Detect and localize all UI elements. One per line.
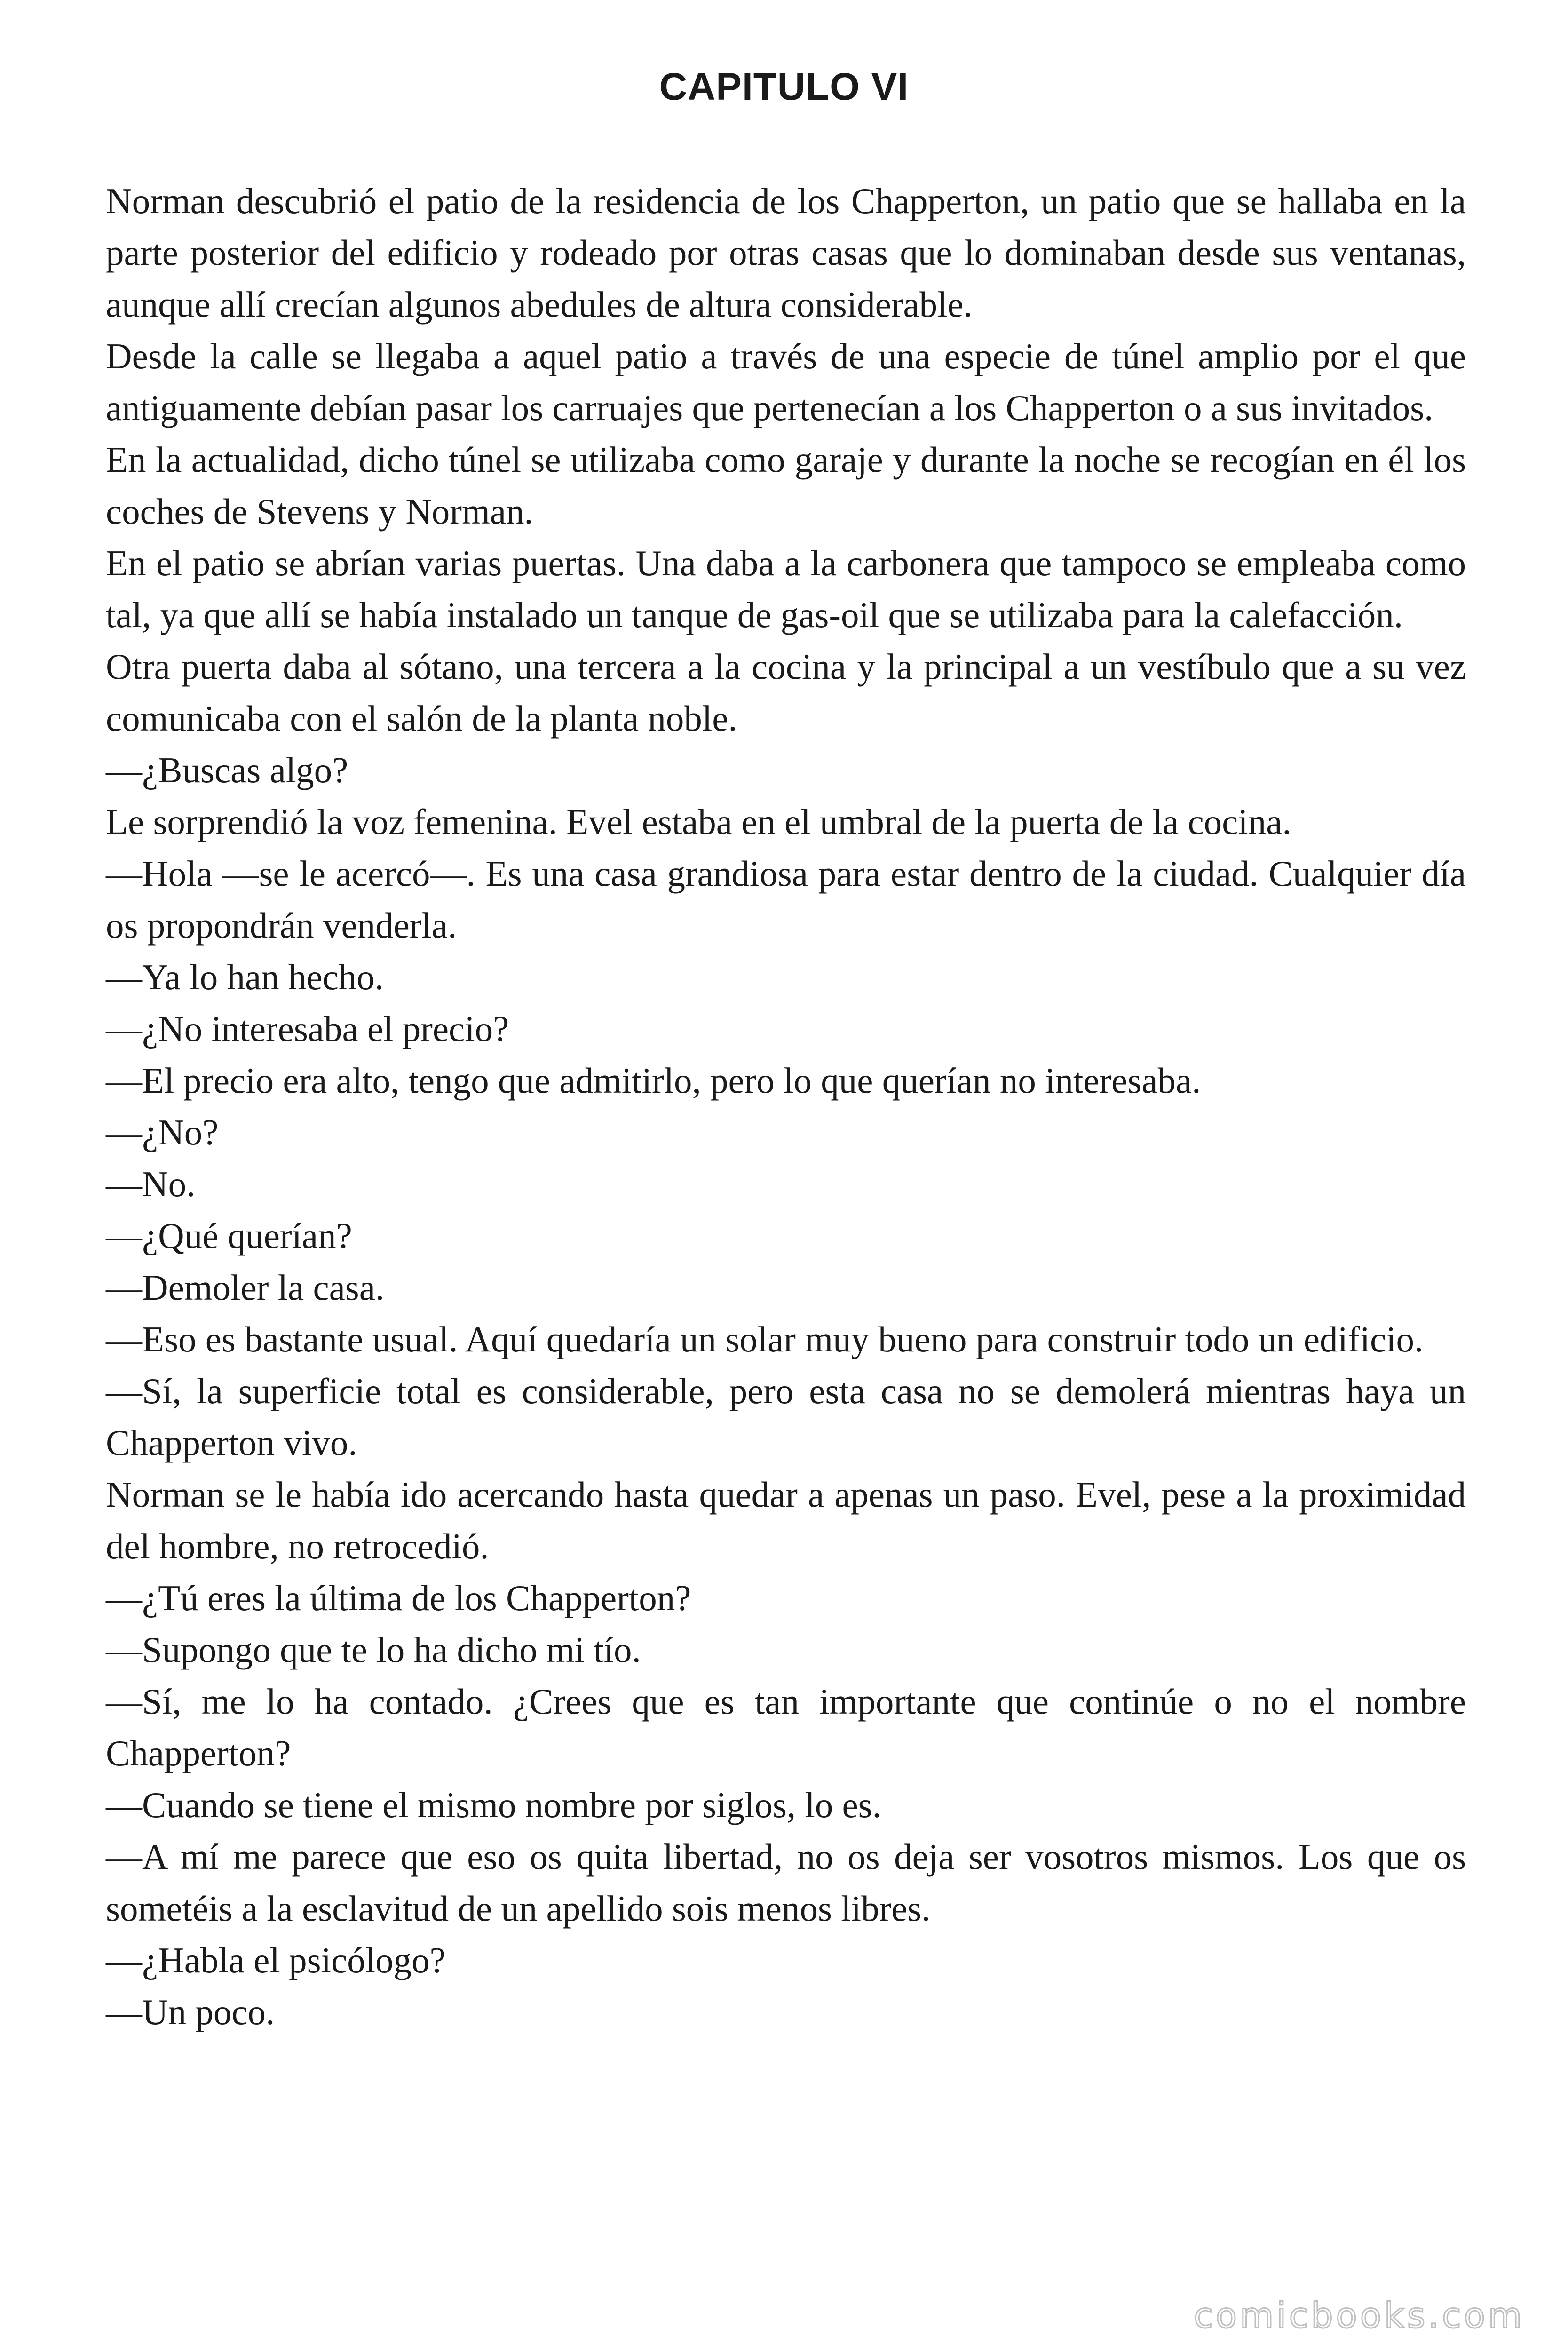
- text-body: [106, 175, 1466, 2038]
- dialogue-line: —Sí, me lo ha contado. ¿Crees que es tan importante que continúe o no el nombre Chapperton?: [106, 1681, 1466, 1773]
- dialogue-line: —No.: [106, 1164, 196, 1204]
- watermark: comicbooks.com: [1194, 2296, 1525, 2336]
- paragraph: Desde la calle se llegaba a aquel patio a través de una especie de túnel amplio por el que antiguamente debían pasar los carruajes que pertenecían a los Chapperton o a sus invitados.: [106, 336, 1466, 428]
- dialogue-line: —¿Qué querían?: [106, 1216, 352, 1256]
- dialogue-line: —Supongo que te lo ha dicho mi tío.: [106, 1629, 641, 1670]
- dialogue-line: —Hola —se le acercó—. Es una casa grandiosa para estar dentro de la ciudad. Cualquier día os propondrán venderla.: [106, 853, 1466, 946]
- paragraph: Norman descubrió el patio de la residencia de los Chapperton, un patio que se hallaba en la parte posterior del edificio y rodeado por otras casas que lo dominaban desde sus ventanas, aunque allí crecían algunos abedules de altura considerable.: [106, 181, 1466, 325]
- paragraph: Le sorprendió la voz femenina. Evel estaba en el umbral de la puerta de la cocina.: [106, 802, 1291, 842]
- dialogue-line: —Un poco.: [106, 1992, 275, 2032]
- dialogue-line: —Sí, la superficie total es considerable, pero esta casa no se demolerá mientras haya un Chapperton vivo.: [106, 1371, 1466, 1463]
- dialogue-line: —Ya lo han hecho.: [106, 957, 384, 997]
- chapter-title: CAPITULO VI: [659, 65, 909, 108]
- dialogue-line: —¿Tú eres la última de los Chapperton?: [106, 1578, 691, 1618]
- paragraph: Norman se le había ido acercando hasta quedar a apenas un paso. Evel, pese a la proximidad del hombre, no retrocedió.: [106, 1474, 1466, 1566]
- dialogue-line: —¿No?: [106, 1112, 219, 1152]
- dialogue-line: —El precio era alto, tengo que admitirlo, pero lo que querían no interesaba.: [106, 1060, 1201, 1101]
- paragraph: En la actualidad, dicho túnel se utilizaba como garaje y durante la noche se recogían en él los coches de Stevens y Norman.: [106, 439, 1466, 532]
- paragraph: Otra puerta daba al sótano, una tercera a la cocina y la principal a un vestíbulo que a su vez comunicaba con el salón de la planta noble.: [106, 646, 1466, 739]
- dialogue-line: —¿No interesaba el precio?: [106, 1009, 509, 1049]
- dialogue-line: —A mí me parece que eso os quita libertad, no os deja ser vosotros mismos. Los que os sometéis a la esclavitud de un apellido sois menos libres.: [106, 1836, 1466, 1929]
- dialogue-line: —Eso es bastante usual. Aquí quedaría un solar muy bueno para construir todo un edificio.: [106, 1319, 1424, 1359]
- dialogue-line: —Demoler la casa.: [106, 1267, 385, 1308]
- dialogue-line: —Cuando se tiene el mismo nombre por siglos, lo es.: [106, 1785, 881, 1825]
- dialogue-line: —¿Habla el psicólogo?: [106, 1940, 446, 1980]
- paragraph: En el patio se abrían varias puertas. Una daba a la carbonera que tampoco se empleaba como tal, ya que allí se había instalado un tanque de gas-oil que se utilizaba para la calefacción.: [106, 543, 1466, 635]
- dialogue-line: —¿Buscas algo?: [106, 750, 348, 790]
